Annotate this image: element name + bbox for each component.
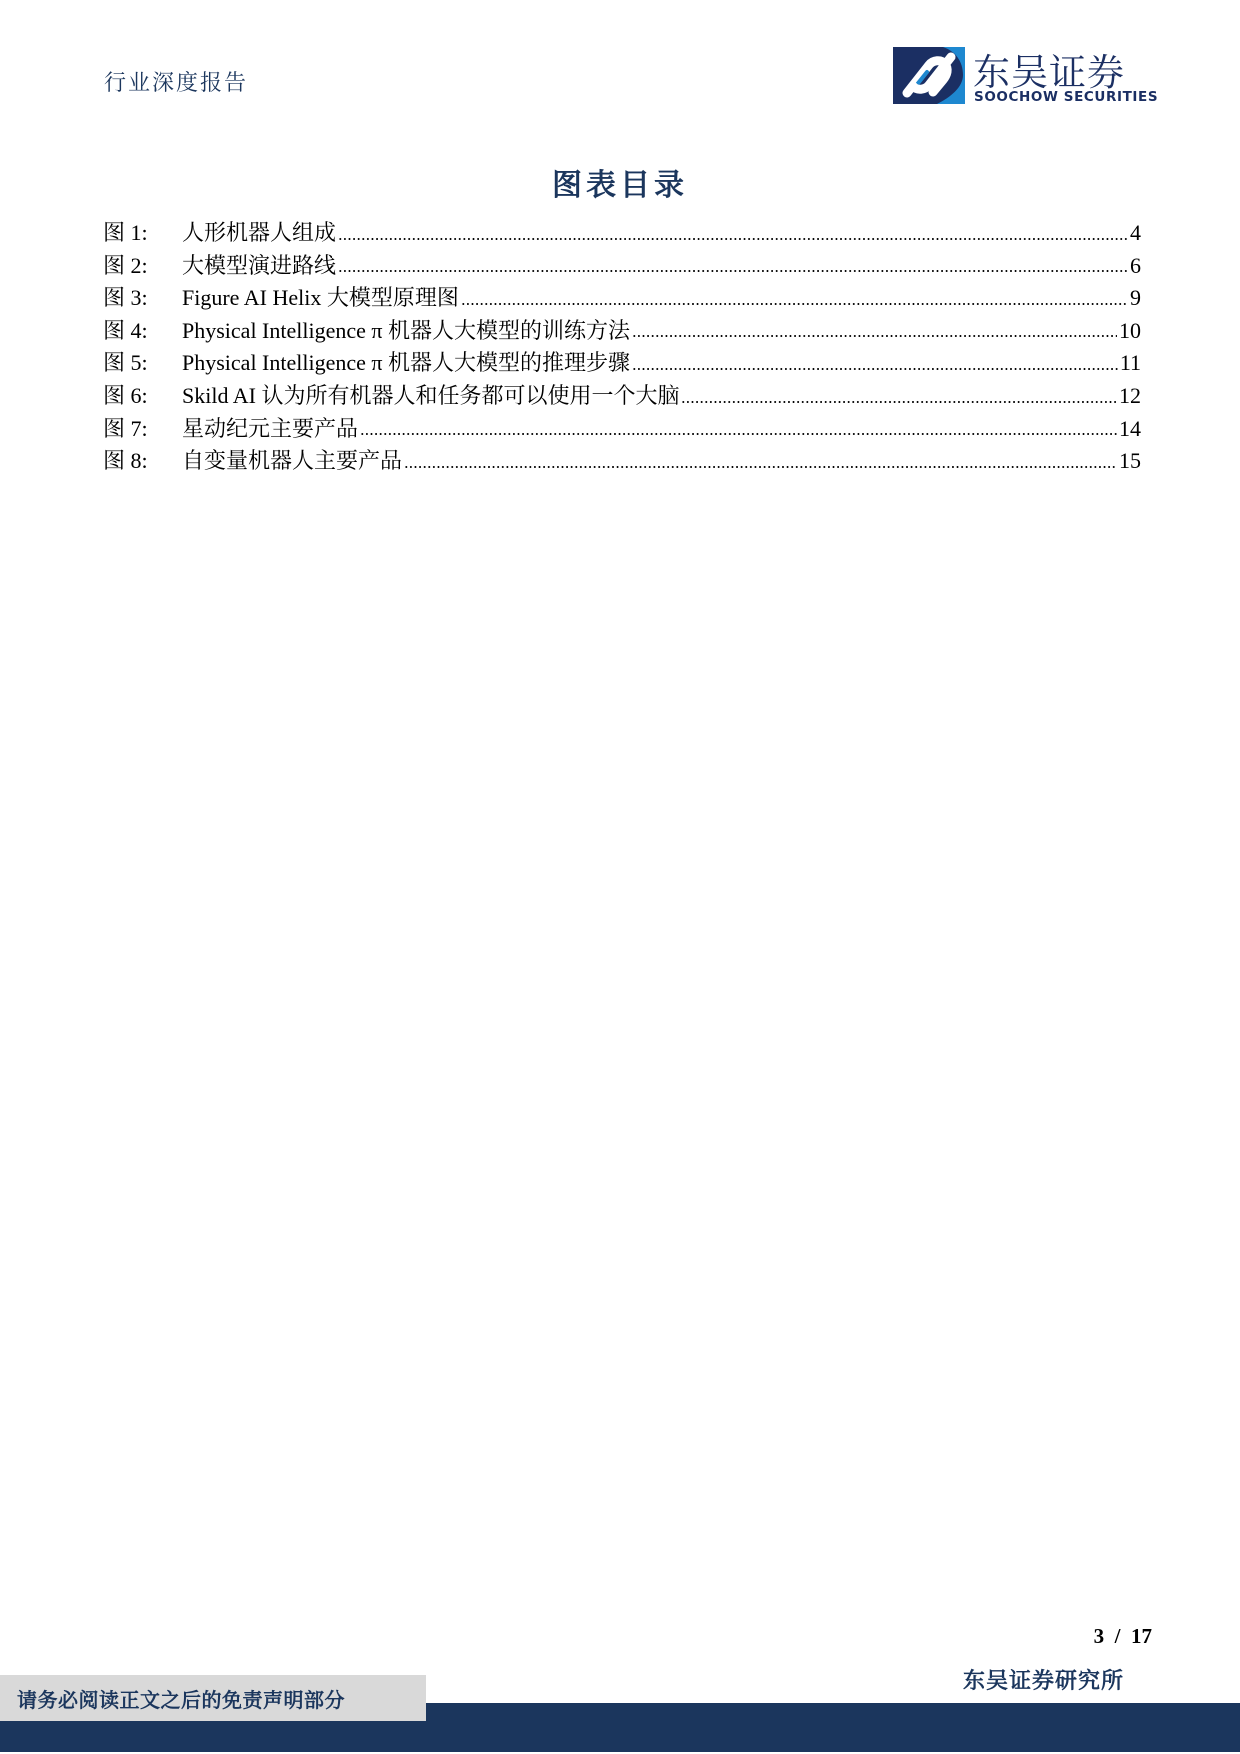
toc-entry-page[interactable]: 14 — [1119, 415, 1141, 441]
toc-entry-title[interactable]: 星动纪元主要产品 — [182, 415, 359, 441]
toc-entry-page[interactable]: 6 — [1130, 252, 1141, 278]
toc-entry-title[interactable]: 大模型演进路线 — [182, 252, 337, 278]
toc-entry-label: 图 6: — [103, 382, 148, 408]
toc-entry[interactable] — [103, 249, 1141, 282]
toc-entry-title[interactable]: 自变量机器人主要产品 — [182, 448, 403, 474]
toc-entry-title[interactable]: Physical Intelligence π 机器人大模型的推理步骤 — [182, 350, 630, 376]
toc-entry[interactable] — [103, 346, 1141, 379]
toc-entry-page[interactable]: 4 — [1130, 220, 1141, 245]
toc-entry-label: 图 2: — [103, 252, 148, 278]
toc-entry[interactable] — [103, 216, 1141, 249]
toc-entry[interactable] — [103, 281, 1141, 314]
toc-leader-dots — [404, 465, 1117, 469]
soochow-logo — [893, 46, 1159, 106]
toc-entry[interactable] — [103, 314, 1141, 347]
toc-leader-dots — [681, 400, 1117, 404]
toc-leader-dots — [632, 367, 1118, 371]
toc-entry[interactable] — [103, 444, 1141, 477]
toc-leader-dots — [360, 432, 1117, 436]
toc-leader-dots — [338, 237, 1128, 241]
toc-leader-dots — [338, 269, 1128, 273]
logo-name-en: SOOCHOW SECURITIES — [974, 89, 1159, 105]
toc-title: 图表目录 — [552, 168, 688, 203]
toc-entry-label: 图 4: — [103, 317, 148, 343]
toc-entry-page[interactable]: 12 — [1119, 382, 1141, 408]
toc-entry-label: 图 7: — [103, 415, 148, 441]
logo-name-cn: 东吴证券 — [973, 51, 1125, 94]
report-type-label: 行业深度报告 — [104, 71, 249, 96]
toc-entry-title[interactable]: 人形机器人组成 — [182, 220, 337, 245]
toc-entry-page[interactable]: 9 — [1130, 285, 1141, 311]
page-number: 3 / 17 — [1093, 1624, 1152, 1648]
toc-entry-label: 图 1: — [103, 220, 148, 245]
disclaimer-text: 请务必阅读正文之后的免责声明部分 — [17, 1688, 345, 1712]
toc-entry-label: 图 5: — [103, 350, 148, 376]
toc-leader-dots — [461, 302, 1128, 306]
toc-leader-dots — [632, 334, 1117, 338]
figure-toc-list — [103, 216, 1141, 477]
toc-entry-page[interactable]: 10 — [1119, 317, 1141, 343]
toc-entry-label: 图 3: — [103, 285, 148, 311]
disclaimer-box — [0, 1675, 426, 1721]
toc-entry-page[interactable]: 15 — [1119, 448, 1141, 474]
footer-org-name: 东吴证券研究所 — [963, 1668, 1125, 1694]
toc-entry-title[interactable]: Figure AI Helix 大模型原理图 — [182, 285, 459, 311]
soochow-logo-icon — [893, 47, 965, 104]
toc-entry-page[interactable]: 11 — [1119, 350, 1141, 376]
toc-entry[interactable] — [103, 412, 1141, 445]
toc-entry[interactable] — [103, 379, 1141, 412]
toc-entry-label: 图 8: — [103, 448, 148, 474]
toc-entry-title[interactable]: Physical Intelligence π 机器人大模型的训练方法 — [182, 317, 630, 343]
toc-entry-title[interactable]: Skild AI 认为所有机器人和任务都可以使用一个大脑 — [182, 382, 680, 408]
